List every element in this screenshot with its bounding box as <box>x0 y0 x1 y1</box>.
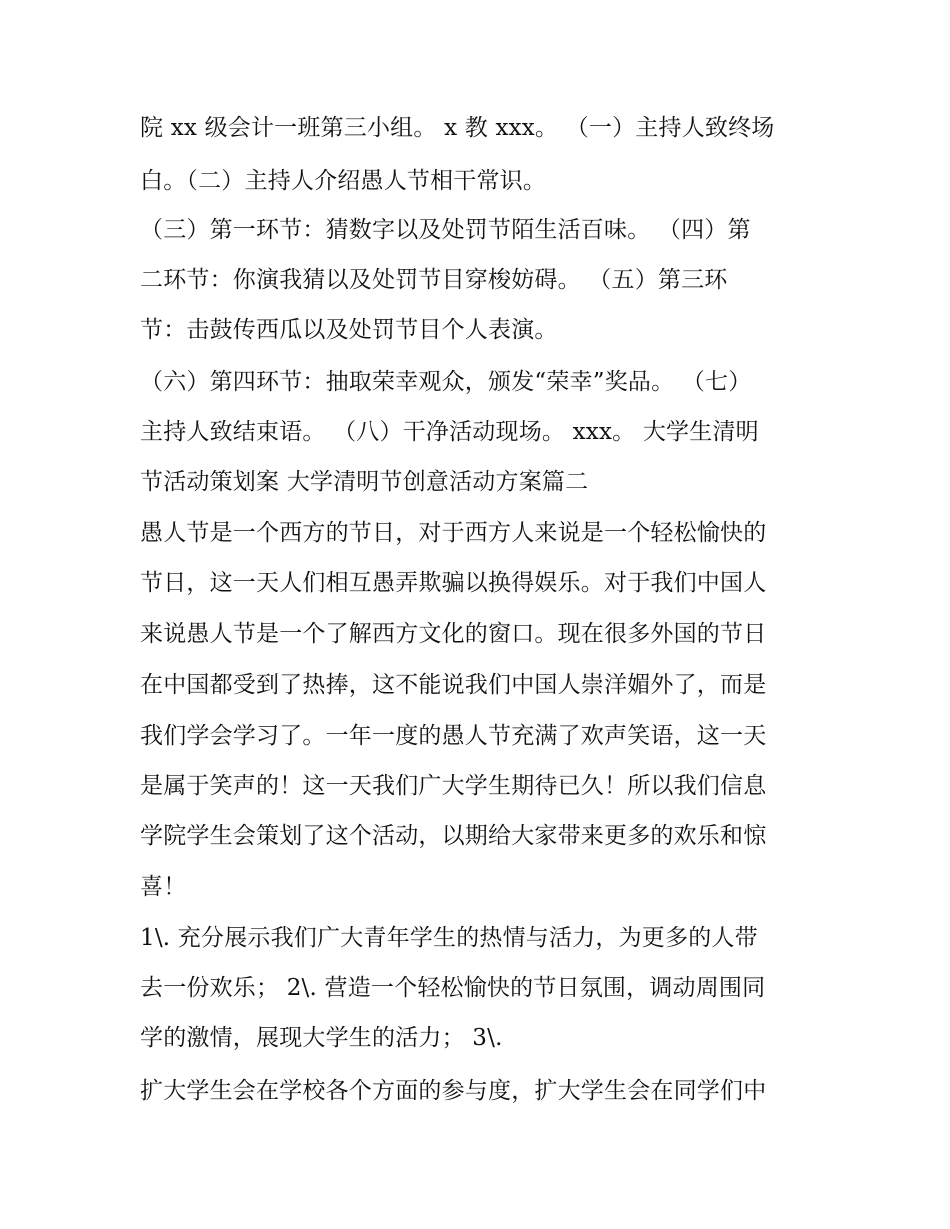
text-line: 来说愚人节是一个了解西方文化的窗口。现在很多外国的节日 <box>140 621 767 647</box>
text-line: 愚人节是一个西方的节日，对于西方人来说是一个轻松愉快的 <box>140 520 767 546</box>
text-line: 我们学会学习了。一年一度的愚人节充满了欢声笑语，这一天 <box>140 723 767 749</box>
text-line: 白。（二）主持人介绍愚人节相干常识。 <box>140 168 547 194</box>
text-line: 节日，这一天人们相互愚弄欺骗以换得娱乐。对于我们中国人 <box>140 570 767 596</box>
list-item: 去一份欢乐； 2\. 营造一个轻松愉快的节日氛围，调动周围同 <box>140 975 766 1001</box>
text-line: 是属于笑声的！这一天我们广大学生期待已久！所以我们信息 <box>140 773 767 799</box>
text-line: 二环节：你演我猜以及处罚节目穿梭妨碍。 （五）第三环 <box>140 267 728 293</box>
text-line: （六）第四环节：抽取荣幸观众，颁发“荣幸”奖品。 （七） <box>140 369 752 395</box>
text-line: 节：击鼓传西瓜以及处罚节目个人表演。 <box>140 317 558 343</box>
section-heading: 节活动策划案 大学清明节创意活动方案篇二 <box>140 469 589 495</box>
list-item: 1\. 充分展示我们广大青年学生的热情与活力，为更多的人带 <box>140 925 758 951</box>
text-line: 在中国都受到了热捧，这不能说我们中国人崇洋媚外了，而是 <box>140 672 767 698</box>
text-line: （三）第一环节：猜数字以及处罚节陌生活百味。 （四）第 <box>140 217 751 243</box>
text-line: 院 xx 级会计一班第三小组。 x 教 xxx。 （一）主持人致终场 <box>140 115 775 141</box>
text-line: 主持人致结束语。 （八）干净活动现场。 xxx。 大学生清明 <box>140 419 759 445</box>
text-line: 扩大学生会在学校各个方面的参与度，扩大学生会在同学们中 <box>140 1078 767 1104</box>
list-item: 学的激情，展现大学生的活力； 3\. <box>140 1025 503 1051</box>
text-line: 喜！ <box>140 874 187 900</box>
text-line: 学院学生会策划了这个活动，以期给大家带来更多的欢乐和惊 <box>140 823 767 849</box>
